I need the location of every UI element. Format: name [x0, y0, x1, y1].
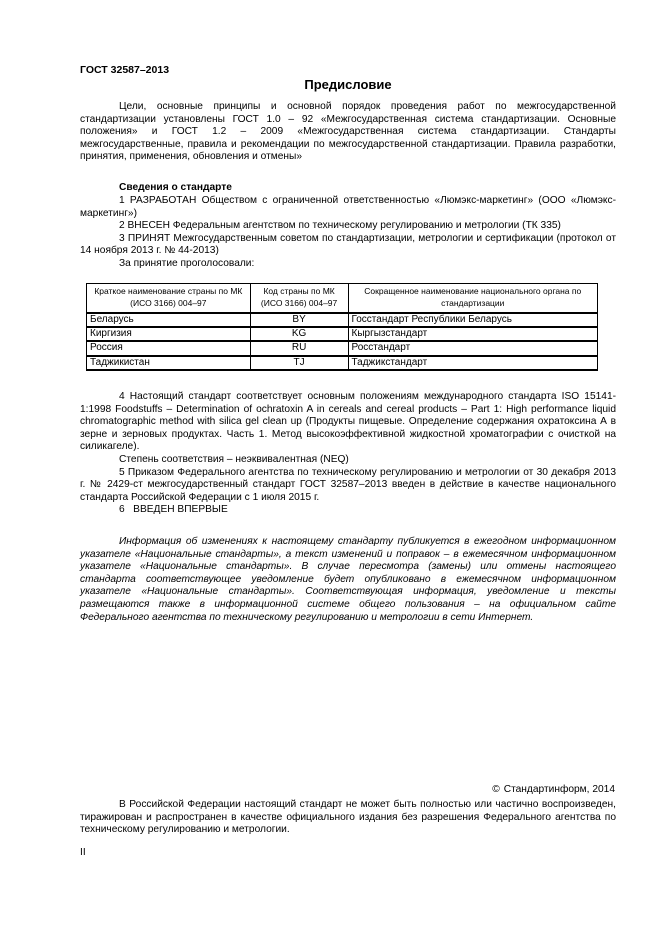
changes-notice: Информация об изменениях к настоящему стандарту публикуется в ежегодном информационном указателе «Национальные стандарты», а текст изменений и поправок – в ежемесячном информационном указателе «Национальные стандарты». В случае пересмотра (замены) или отмены настоящего стандарта соответствующее уведомление будет опубликовано в ежемесячном информационном указателе «Национальные стандарты». Соответствующая информация, уведомление и тексты размещаются также в информационной системе общего пользования – на официальном сайте Федерального агентства по техническому регулированию и метрологии в сети Интернет.: [80, 536, 616, 623]
table-row: [87, 313, 598, 327]
page-title: Предисловие: [304, 77, 392, 92]
table-row: [87, 341, 598, 355]
body-cell: Таджикстандарт: [348, 356, 598, 370]
country-cell: Россия: [87, 341, 251, 355]
country-cell: Беларусь: [87, 313, 251, 327]
voted-label: За принятие проголосовали:: [119, 257, 255, 269]
table-row: [87, 327, 598, 341]
body-cell: Кыргызстандарт: [348, 327, 598, 341]
copyright-line: [492, 784, 615, 795]
item-5-paragraph: 5 Приказом Федерального агентства по техническому регулированию и метрологии от 30 декабря 2013 г. № 2429-ст межгосударственный стандарт ГОСТ 32587–2013 введен в действие в качестве национального стандарта Российской Федерации с 1 июля 2015 г.: [80, 466, 616, 503]
column-header-code: Код страны по МК (ИСО 3166) 004–97: [250, 284, 348, 314]
item-4-paragraph: 4 Настоящий стандарт соответствует основным положениям международного стандарта ISO 15141-1:1998 Foodstuffs – Determination of ochratoxin A in cereals and cereal products – Part 1: High performance liquid chromatographic method with silica gel clean up (Продукты пищевые. Определение содержания охратоксина А в зерне и зерновых продуктах. Часть 1. Метод высокоэффективной жидкостной хроматографии с очисткой на силикагеле).: [80, 391, 616, 453]
code-cell: BY: [250, 313, 348, 327]
table-row: [87, 356, 598, 370]
country-cell: Киргизия: [87, 327, 251, 341]
info-item-3: 3 ПРИНЯТ Межгосударственным советом по стандартизации, метрологии и сертификации (протокол от 14 ноября 2013 г. № 44-2013): [80, 232, 616, 257]
info-item-2: 2 ВНЕСЕН Федеральным агентством по техническому регулированию и метрологии (ТК 335): [119, 220, 561, 232]
reproduction-rights-notice: В Российской Федерации настоящий стандарт не может быть полностью или частично воспроизведен, тиражирован и распространен в качестве официального издания без разрешения Федерального агентства по техническому регулированию и метрологии.: [80, 799, 616, 836]
item-6-paragraph: 6 ВВЕДЕН ВПЕРВЫЕ: [119, 504, 228, 516]
body-cell: Госстандарт Республики Беларусь: [348, 313, 598, 327]
info-item-1: 1 РАЗРАБОТАН Обществом с ограниченной ответственностью «Люмэкс-маркетинг» (ООО «Люмэкс-маркетинг»): [80, 195, 616, 219]
column-header-body: Сокращенное наименование национального органа по стандартизации: [348, 284, 598, 314]
copyright-text: Стандартинформ, 2014: [503, 784, 615, 795]
info-section: [80, 195, 616, 271]
standard-details-section: [80, 391, 616, 517]
standard-code-header: ГОСТ 32587–2013: [80, 64, 170, 76]
table-header-row: [87, 284, 598, 314]
intro-paragraph: Цели, основные принципы и основной порядок проведения работ по межгосударственной стандартизации установлены ГОСТ 1.0 – 92 «Межгосударственная система стандартизации. Основные положения» и ГОСТ 1.2 – 2009 «Межгосударственная система стандартизации. Стандарты межгосударственные, правила и рекомендации по межгосударственной стандартизации. Правила разработки, принятия, применения, обновления и отмены»: [80, 101, 616, 163]
code-cell: TJ: [250, 356, 348, 370]
voting-table: [86, 283, 598, 371]
code-cell: KG: [250, 327, 348, 341]
info-section-title: Сведения о стандарте: [119, 182, 232, 193]
degree-paragraph: Степень соответствия – неэквивалентная (NEQ): [119, 453, 349, 465]
code-cell: RU: [250, 341, 348, 355]
copyright-icon: ©: [492, 784, 500, 795]
column-header-country: Краткое наименование страны по МК (ИСО 3166) 004–97: [87, 284, 251, 314]
page-number: II: [80, 847, 86, 858]
body-cell: Росстандарт: [348, 341, 598, 355]
country-cell: Таджикистан: [87, 356, 251, 370]
